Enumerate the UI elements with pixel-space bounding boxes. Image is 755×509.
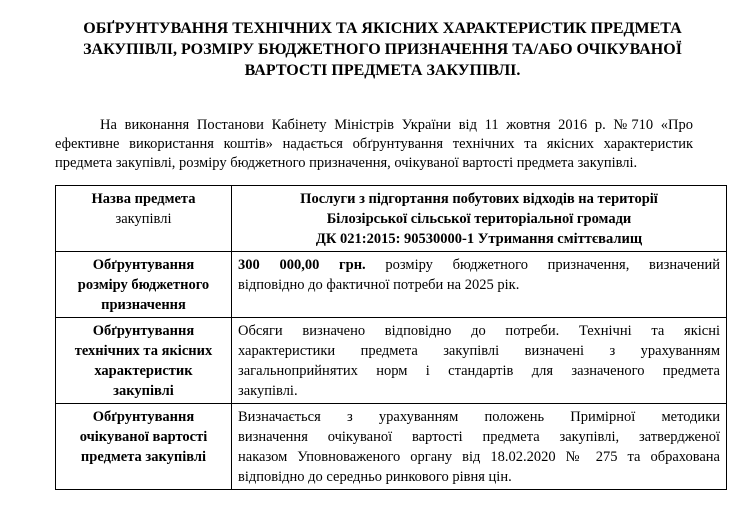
expected-cost-label: Обґрунтування очікуваної вартості предмета закупівлі [56,404,232,490]
table-row-subject [56,186,727,252]
justification-table [55,185,727,490]
title-line: ЗАКУПІВЛІ, РОЗМІРУ БЮДЖЕТНОГО ПРИЗНАЧЕННЯ ТА/АБО ОЧІКУВАНОЇ [83,41,682,58]
budget-justification-value: 300 000,00 грн. розміру бюджетного призначення, визначений відповідно до фактичної потреби на 2025 рік. [232,252,727,318]
intro-line: предмета закупівлі, розміру бюджетного призначення, очікуваної вартості предмета закупівлі. [55,155,638,171]
budget-amount: 300 000,00 грн. [238,257,366,273]
subject-name-value: Послуги з підгортання побутових відходів на території Білозірської сільської територіальної громади ДК 021:2015: 90530000-1 Утримання сміттєвалищ [232,186,727,252]
document-title [40,18,725,81]
table-row-expected-cost [56,404,727,490]
table-row-technical [56,318,727,404]
title-line: ОБҐРУНТУВАННЯ ТЕХНІЧНИХ ТА ЯКІСНИХ ХАРАКТЕРИСТИК ПРЕДМЕТА [83,20,682,37]
table-row-budget [56,252,727,318]
technical-justification-value: Обсяги визначено відповідно до потреби. Технічні та якісні характеристики предмета закупівлі визначені з урахуванням загальноприйнятих норм і стандартів для зазначеного предмета закупівлі. [232,318,727,404]
budget-justification-label: Обґрунтування розміру бюджетного призначення [56,252,232,318]
title-line: ВАРТОСТІ ПРЕДМЕТА ЗАКУПІВЛІ. [244,62,521,79]
technical-justification-label: Обґрунтування технічних та якісних характеристик закупівлі [56,318,232,404]
intro-paragraph [55,116,693,173]
intro-line: На виконання Постанови Кабінету Міністрів України від 11 жовтня 2016 р. №710 «Про [100,117,693,133]
subject-name-label: Назва предмета закупівлі [56,186,232,252]
intro-line: ефективне використання коштів» надається обґрунтування технічних та якісних характеристик [55,136,693,152]
expected-cost-value: Визначається з урахуванням положень Примірної методики визначення очікуваної вартості предмета закупівлі, затвердженої наказом Уповноваженого органу від 18.02.2020 № 275 та обрахована відповідно до середньо ринкового рівня цін. [232,404,727,490]
